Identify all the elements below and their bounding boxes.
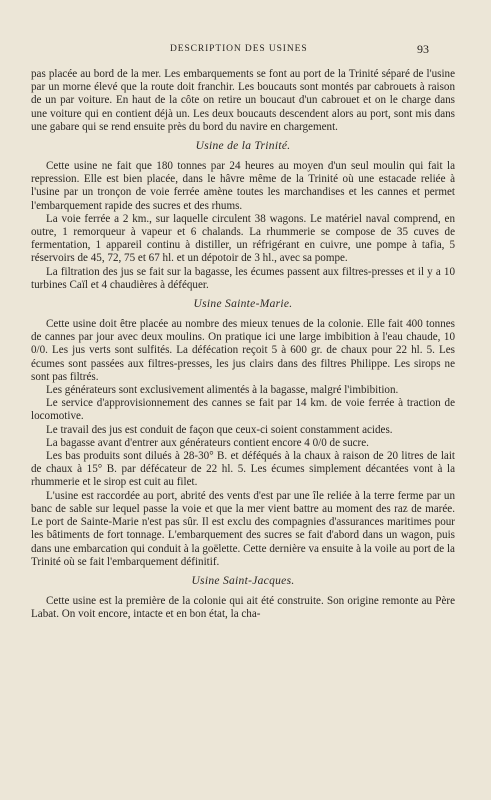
paragraph: Les générateurs sont exclusivement alimentés à la bagasse, malgré l'imbibition. (46, 384, 399, 397)
page-number: 93 (417, 42, 429, 56)
running-head (0, 44, 491, 58)
paragraph: Les bas produits sont dilués à 28-30° B. et déféqués à la chaux à raison de 20 litres de lait de chaux à 15° B. par défécateur de 22 hl. 5. Les écumes simplement décantées vont à la rhummerie et le sirop est cuit au filet. (31, 450, 455, 489)
paragraph: Cette usine ne fait que 180 tonnes par 24 heures au moyen d'un seul moulin qui fait la repression. Elle est bien placée, dans le hâvre même de la Trinité où une estacade reliée à l'usine par un tronçon de voie ferrée amène toutes les marchandises et les cannes et permet l'embarquement rapide des sucres et des rhums. (31, 160, 455, 212)
paragraph: La filtration des jus se fait sur la bagasse, les écumes passent aux filtres-presses et il y a 10 turbines Caïl et 4 chaudières à déféquer. (31, 265, 455, 291)
running-title: DESCRIPTION DES USINES (170, 44, 308, 54)
paragraph: La bagasse avant d'entrer aux générateurs contient encore 4 0/0 de sucre. (46, 436, 369, 449)
paragraph: pas placée au bord de la mer. Les embarquements se font au port de la Trinité séparé de l'usine par un morne élevé que la route doit franchir. Les boucauts sont montés par cabrouets à raison de un par voiture. En haut de la côte on retire un boucaut d'un cabrouet et on le charge dans une voiture qui en contient déjà un. Les deux boucauts descendent alors au port, sont mis dans une gabare qui se rend ensuite près du bord du navire en chargement. (31, 68, 455, 133)
paragraph: Cette usine est la première de la colonie qui ait été construite. Son origine remonte au Père Labat. On voit encore, intacte et en bon état, la cha- (31, 594, 455, 621)
paragraph: La voie ferrée a 2 km., sur laquelle circulent 38 wagons. Le matériel naval comprend, en outre, 1 remorqueur à vapeur et 6 chalands. La rhummerie se compose de 35 cuves de fermentation, 1 appareil continu à distiller, un réfrigérant en cuivre, une pompe à tafia, 5 réservoirs de 45, 72, 75 et 67 hl. et un dépotoir de 3 hl., avec sa pompe. (31, 212, 455, 265)
paragraph: L'usine est raccordée au port, abrité des vents d'est par une île reliée à la terre ferme par un banc de sable sur lequel passe la voie et que la mer vient battre au moment des raz de marée. Le port de Sainte-Marie n'est pas sûr. Il est exclu des compagnies d'assurances maritimes pour les bâtiments de fort tonnage. L'embarquement des sucres se fait d'abord dans un wagon, puis dans une embarcation qui conduit à la goëlette. Cette dernière va ensuite à la voile au port de la Trinité où se fait l'embarquement définitif. (31, 489, 455, 568)
section-heading-saint-jacques: Usine Saint-Jacques. (191, 574, 295, 587)
body-text (31, 68, 455, 621)
paragraph: Le travail des jus est conduit de façon que ceux-ci soient constamment acides. (46, 423, 393, 436)
paragraph: Le service d'approvisionnement des cannes se fait par 14 km. de voie ferrée à traction de locomotive. (31, 397, 455, 423)
section-heading-trinite: Usine de la Trinité. (195, 140, 291, 153)
paragraph: Cette usine doit être placée au nombre des mieux tenues de la colonie. Elle fait 400 tonnes de cannes par jour avec deux moulins. On pratique ici une large imbibition à l'eau chaude, 10 0/0. Les jus verts sont sulfités. La défécation reçoit 5 à 600 gr. de chaux pour 22 hl. 5. Les écumes sont passées aux filtres-presses, les jus clairs dans des filtres Philippe. Les sirops ne sont pas filtrés. (31, 318, 455, 383)
section-heading-sainte-marie: Usine Sainte-Marie. (193, 298, 293, 311)
